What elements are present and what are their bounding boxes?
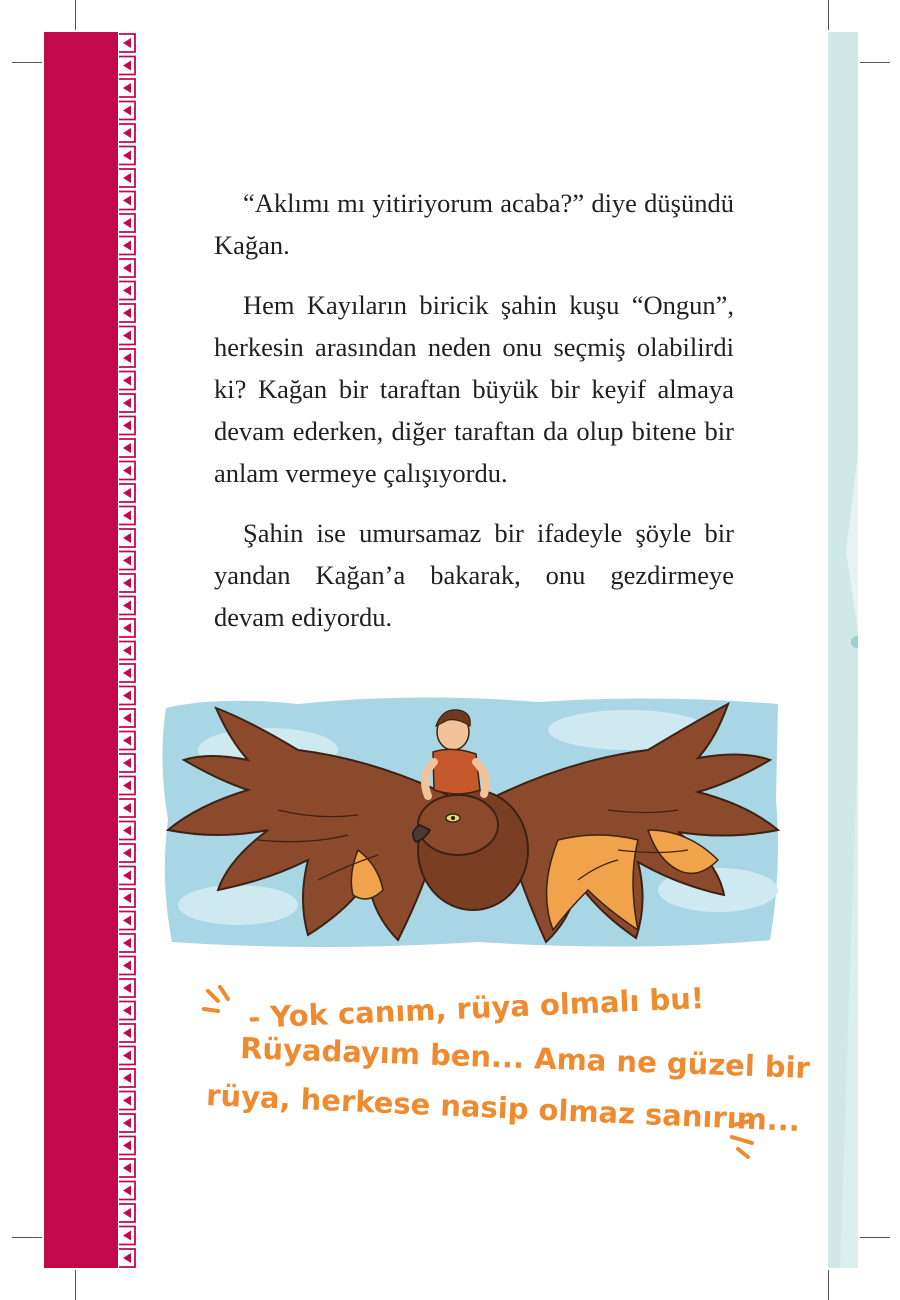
- crop-mark: [75, 0, 76, 30]
- speech-line: rüya, herkese nasip olmaz sanırım...: [205, 1078, 801, 1138]
- right-edge-strip: [828, 32, 858, 1268]
- crop-mark: [828, 1270, 829, 1300]
- paragraph: Hem Kayıların biricik şahin kuşu “Ongun”, herkesin arasından neden onu seçmiş olabilirdi ki? Kağan bir taraftan büyük bir keyif almaya devam ederken, diğer taraftan da olup bitene bir anlam vermeye çalışıyordu.: [214, 290, 734, 488]
- crop-mark: [860, 62, 890, 63]
- crop-mark: [828, 0, 829, 30]
- speech-line: - Yok canım, rüya olmalı bu!: [247, 981, 705, 1035]
- exclaim-lines-icon: [200, 985, 244, 1029]
- crop-mark: [12, 62, 42, 63]
- crop-mark: [75, 1270, 76, 1300]
- exclaim-lines-icon: [728, 1115, 760, 1159]
- speech-line: Rüyadayım ben... Ama ne güzel bir: [239, 1031, 811, 1085]
- hawk-illustration: [158, 690, 784, 952]
- story-text: [214, 182, 734, 656]
- paragraph: “Aklımı mı yitiriyorum acaba?” diye düşündü Kağan.: [214, 188, 734, 260]
- crop-mark: [860, 1237, 890, 1238]
- spine-band: [44, 32, 118, 1268]
- speech-quote: [200, 981, 811, 1165]
- paragraph: Şahin ise umursamaz bir ifadeyle şöyle bir yandan Kağan’a bakarak, onu gezdirmeye devam ediyordu.: [214, 518, 734, 632]
- decorative-border: [118, 32, 138, 1268]
- crop-mark: [12, 1237, 42, 1238]
